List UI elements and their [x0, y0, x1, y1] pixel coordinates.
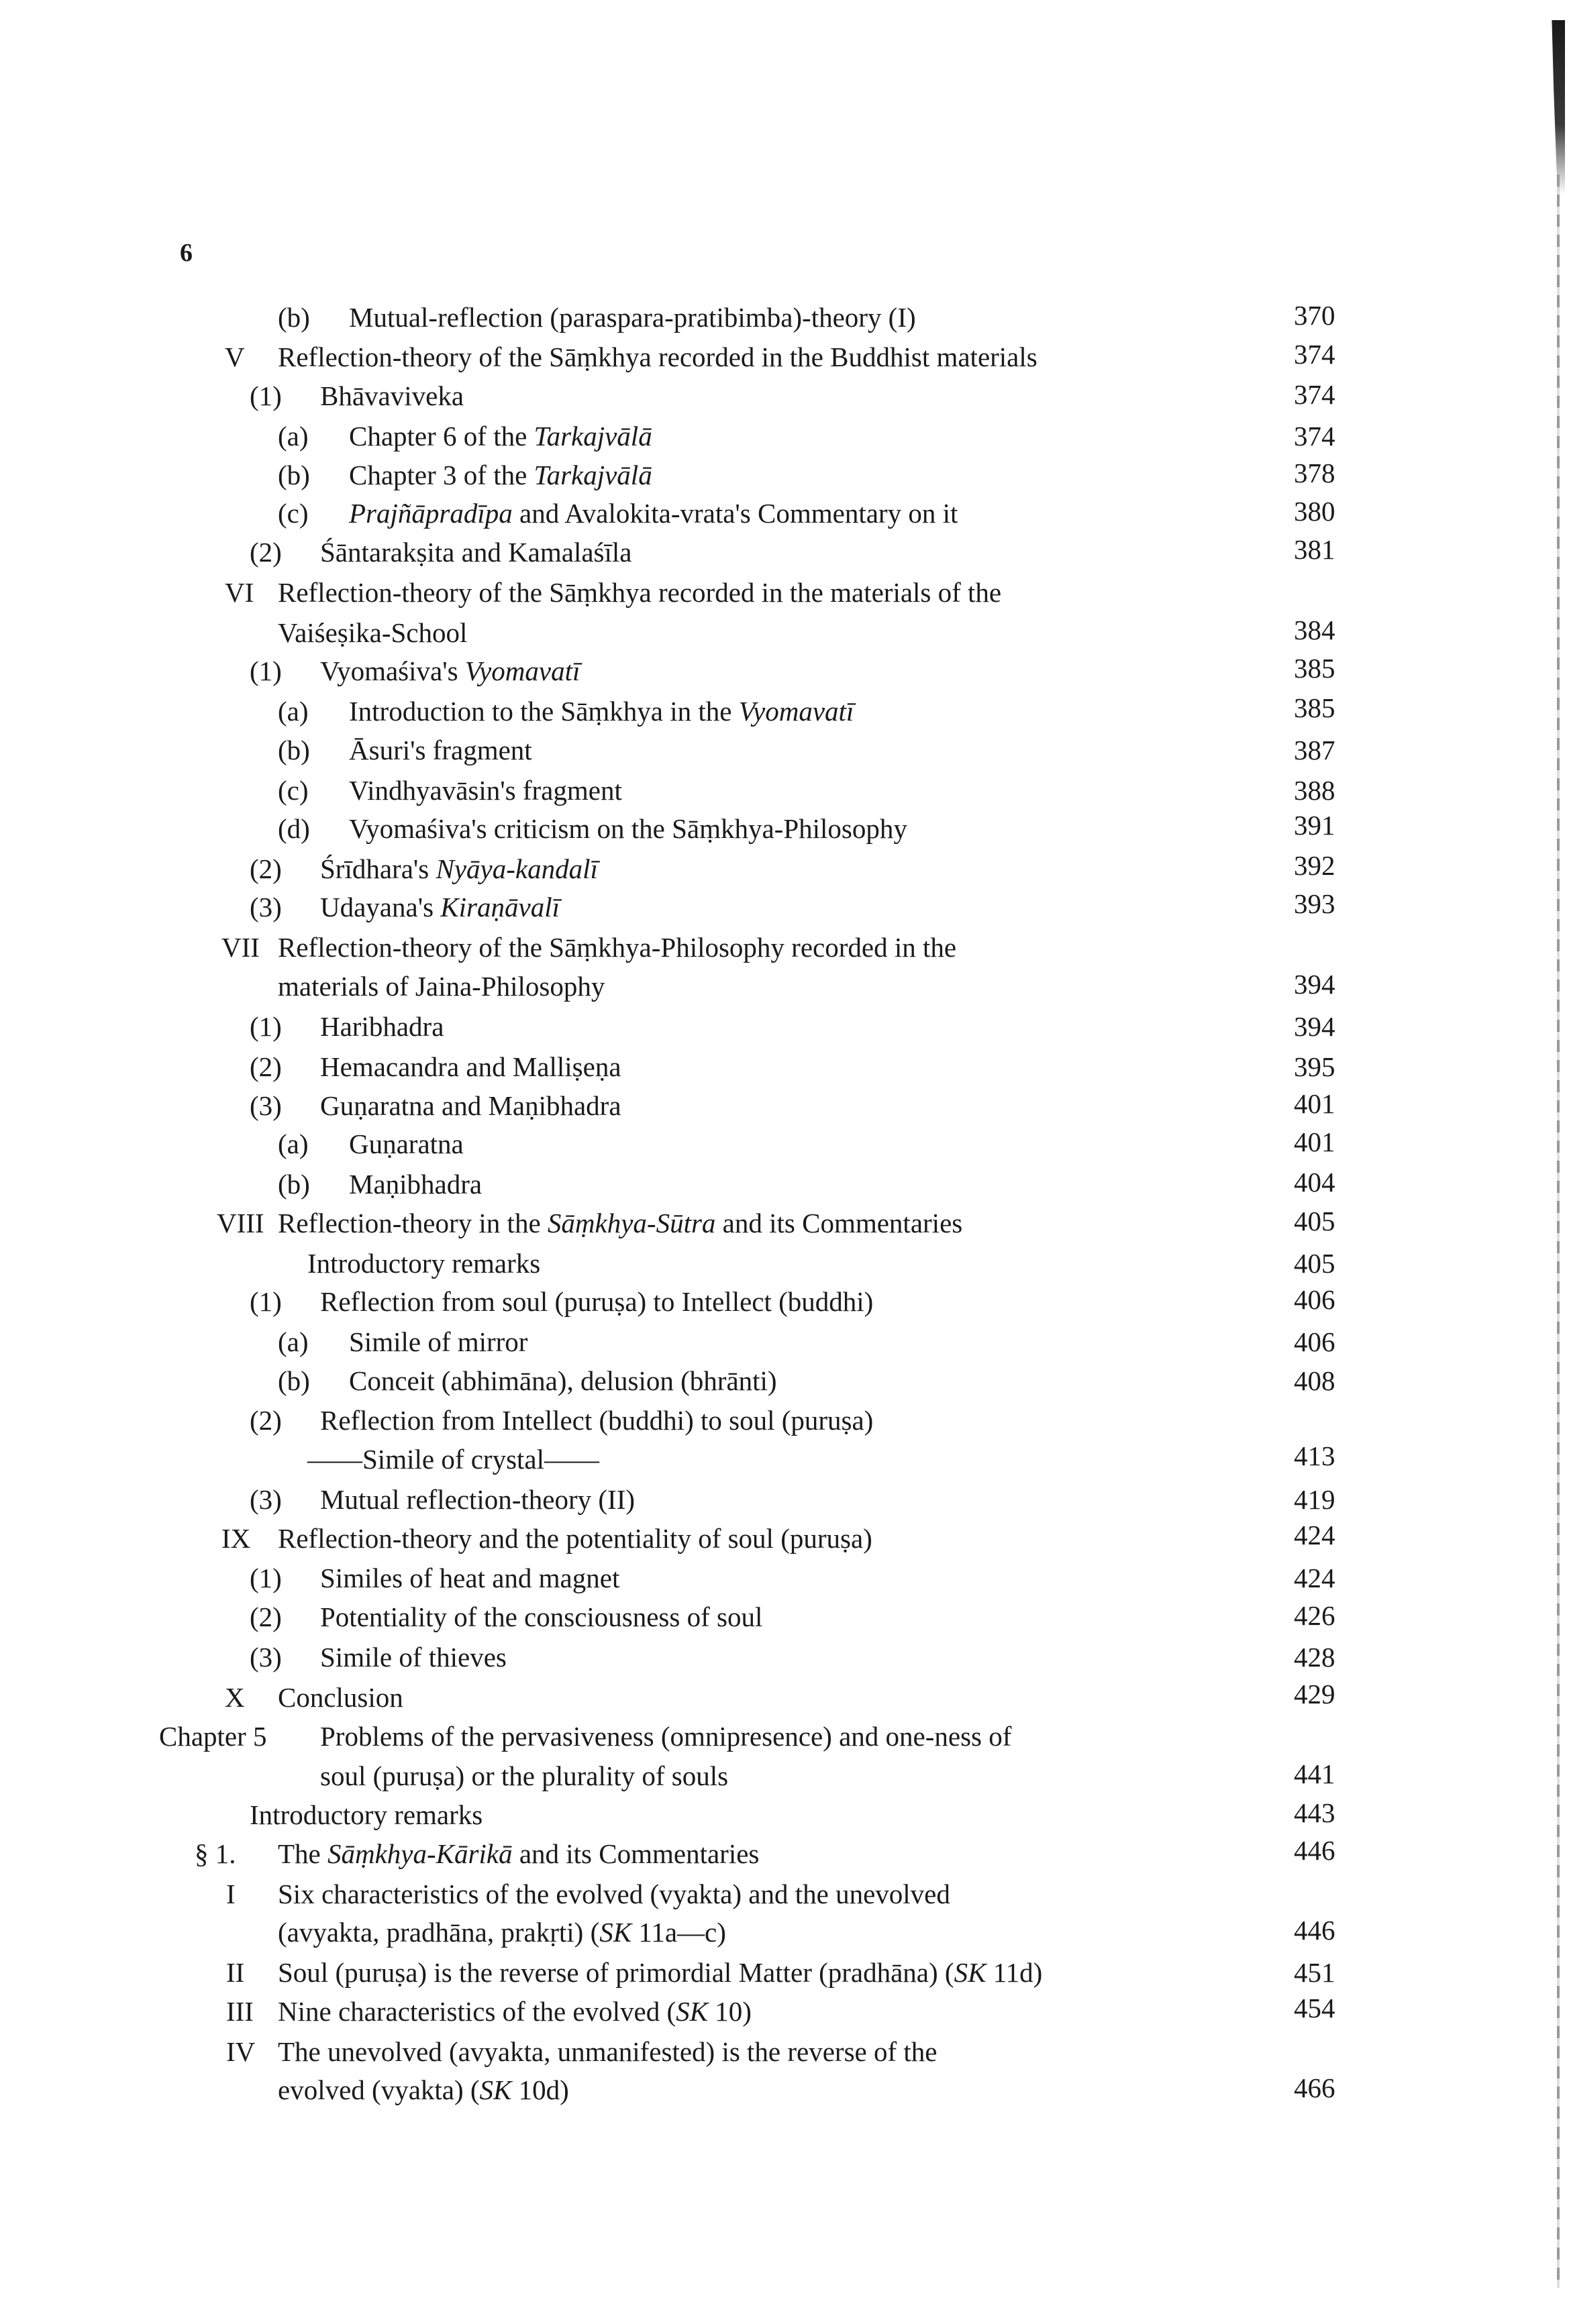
- toc-entry-title-text: Problems of the pervasiveness (omnipresence) and one-ness of: [320, 1721, 1012, 1752]
- toc-entry-label: (d): [278, 813, 310, 844]
- toc-entry-title: [320, 1638, 507, 1676]
- toc-entry-label: (b): [278, 735, 310, 765]
- toc-entry-title-text: Chapter 6 of the: [349, 421, 534, 452]
- toc-entry-title-text: 11a—c): [631, 1917, 726, 1948]
- toc-entry-title-text: 10): [707, 1996, 752, 2027]
- toc-entry-label: (2): [250, 1051, 282, 1082]
- toc-entry-label: (a): [278, 1128, 309, 1159]
- toc-entry-title-text: materials of Jaina-Philosophy: [278, 971, 605, 1002]
- toc-entry-title: [250, 1796, 483, 1834]
- toc-entry-title-italic: Sāṃkhya-Kārikā: [327, 1838, 513, 1869]
- toc-entry-label: (1): [250, 1011, 282, 1042]
- toc-entry-title-text: Mutual reflection-theory (II): [320, 1484, 636, 1515]
- toc-entry-label: (2): [250, 1601, 282, 1632]
- toc-entry-title-text: Reflection-theory of the Sāṃkhya recorded in the Buddhist materials: [278, 341, 1037, 372]
- toc-entry-title-text: Vyomaśiva's criticism on the Sāṃkhya-Philosophy: [349, 813, 907, 844]
- toc-entry-title-text: Reflection from Intellect (buddhi) to soul (puruṣa): [320, 1405, 874, 1436]
- toc-entry-title: [320, 850, 598, 888]
- toc-entry-page: 385: [1294, 692, 1335, 723]
- toc-entry-page: 374: [1294, 379, 1335, 410]
- toc-entry-title-text: Maṇibhadra: [349, 1169, 483, 1200]
- toc-entry-title: [349, 772, 622, 809]
- toc-entry-title-italic: SK: [954, 1957, 986, 1988]
- toc-entry-label: (1): [250, 1563, 282, 1593]
- toc-entry-title-italic: Vyomavatī: [464, 655, 580, 686]
- toc-entry-title-text: Udayana's: [320, 892, 441, 922]
- toc-entry-title: [320, 533, 632, 571]
- toc-entry-title-italic: SK: [479, 2074, 512, 2105]
- toc-entry-title-text: Vindhyavāsin's fragment: [349, 775, 622, 806]
- toc-entry-title: [278, 1679, 403, 1716]
- toc-entry-title-text: Reflection-theory of the Sāṃkhya-Philosophy recorded in the: [278, 932, 957, 963]
- toc-entry-label: (1): [250, 655, 282, 686]
- toc-entry-label: (2): [250, 1405, 282, 1436]
- toc-entry-title-text: Introductory remarks: [307, 1248, 541, 1279]
- toc-entry-title: [278, 1204, 962, 1242]
- toc-entry-title: [349, 299, 916, 336]
- toc-entry-title: [320, 888, 560, 926]
- toc-entry-label: (a): [278, 696, 309, 727]
- toc-entry-label: (3): [250, 892, 282, 922]
- toc-entry-label: X: [225, 1682, 245, 1713]
- toc-entry-title-italic: Vyomavatī: [738, 696, 854, 727]
- toc-entry-title-text: Similes of heat and magnet: [320, 1563, 620, 1593]
- toc-entry-title: [320, 1087, 621, 1124]
- toc-entry-page: 370: [1294, 300, 1335, 331]
- toc-entry-page: 393: [1294, 888, 1335, 919]
- toc-entry-title: [278, 1993, 752, 2030]
- toc-entry-page: 428: [1294, 1642, 1335, 1673]
- toc-entry-page: 394: [1294, 1011, 1335, 1042]
- toc-entry-label: § 1.: [195, 1838, 236, 1869]
- toc-entry-title-italic: Prajñāpradīpa: [349, 498, 513, 529]
- toc-entry-title: [320, 1008, 444, 1045]
- toc-entry-page: 441: [1294, 1758, 1335, 1789]
- toc-entry-label: II: [226, 1957, 245, 1988]
- toc-entry-title: [320, 1402, 873, 1439]
- toc-entry-title-text: 10d): [511, 2074, 569, 2105]
- toc-entry-title: [349, 456, 652, 494]
- toc-entry-title-italic: Tarkajvālā: [534, 460, 652, 490]
- toc-entry-title: [349, 810, 907, 847]
- toc-entry-title-text: Śāntarakṣita and Kamalaśīla: [320, 537, 632, 568]
- toc-entry-page: 384: [1294, 615, 1335, 645]
- toc-entry-title: [349, 417, 652, 455]
- toc-entry-title: [278, 1520, 872, 1557]
- toc-entry-page: 406: [1294, 1284, 1335, 1315]
- toc-entry-label: (2): [250, 853, 282, 884]
- toc-entry-title-text: Guṇaratna: [349, 1128, 464, 1159]
- toc-entry-title-text: The unevolved (avyakta, unmanifested) is the reverse of the: [278, 2036, 938, 2067]
- toc-entry-title: [278, 338, 1037, 376]
- toc-entry-title-text: ——Simile of crystal——: [307, 1444, 600, 1475]
- toc-entry-page: 388: [1294, 775, 1335, 806]
- toc-entry-label: I: [226, 1879, 236, 1909]
- toc-entry-page: 454: [1294, 1993, 1335, 2023]
- toc-entry-title-text: Reflection-theory in the: [278, 1208, 548, 1238]
- page-number: 6: [180, 239, 193, 267]
- toc-entry-label: VI: [225, 577, 254, 608]
- toc-entry-title: [349, 1362, 777, 1399]
- toc-entry-title-text: soul (puruṣa) or the plurality of souls: [320, 1760, 729, 1791]
- toc-entry-title: [349, 731, 532, 769]
- toc-entry-title-text: Vaiśeṣika-School: [278, 617, 468, 648]
- toc-entry-page: 405: [1294, 1248, 1335, 1279]
- toc-entry-title-text: (avyakta, pradhāna, prakṛti) (: [278, 1917, 600, 1948]
- toc-entry-title: [278, 1875, 950, 1913]
- toc-entry-page: 405: [1294, 1206, 1335, 1236]
- toc-entry-label: (3): [250, 1090, 282, 1121]
- toc-entry-title-text: 11d): [986, 1957, 1043, 1988]
- toc-entry-title: [349, 1125, 464, 1163]
- toc-entry-label: Chapter 5: [159, 1721, 267, 1752]
- binding-shadow: [1546, 20, 1565, 195]
- toc-entry-page: 374: [1294, 339, 1335, 370]
- toc-entry-label: (3): [250, 1484, 282, 1515]
- toc-entry-title: [320, 1048, 621, 1086]
- toc-entry-title-text: Guṇaratna and Maṇibhadra: [320, 1090, 621, 1121]
- toc-entry-label: V: [225, 341, 245, 372]
- toc-entry-title: [278, 929, 956, 966]
- toc-entry-title-italic: Sāṃkhya-Sūtra: [547, 1208, 716, 1238]
- toc-entry-page: 395: [1294, 1051, 1335, 1082]
- toc-entry-title: [278, 967, 605, 1005]
- toc-entry-title-text: Conclusion: [278, 1682, 403, 1713]
- toc-entry-page: 391: [1294, 810, 1335, 841]
- toc-entry-label: (a): [278, 421, 309, 452]
- toc-entry-title-text: The: [278, 1838, 327, 1869]
- toc-entry-title: [320, 1559, 619, 1597]
- toc-entry-title-text: Introductory remarks: [250, 1799, 483, 1830]
- toc-entry-title: [349, 494, 958, 532]
- toc-entry-title: [349, 1165, 482, 1203]
- toc-entry-title-text: Nine characteristics of the evolved (: [278, 1996, 676, 2027]
- toc-entry-page: 408: [1294, 1365, 1335, 1396]
- page-edge-line: [1557, 174, 1560, 2288]
- scan-edge: [1542, 0, 1569, 2324]
- toc-entry-label: (3): [250, 1642, 282, 1673]
- toc-entry-title-italic: Kiraṇāvalī: [440, 892, 560, 922]
- toc-entry-label: (1): [250, 380, 282, 411]
- toc-entry-title: [278, 574, 1001, 611]
- toc-entry-page: 413: [1294, 1440, 1335, 1471]
- toc-entry-title: [320, 1283, 873, 1320]
- toc-entry-label: (b): [278, 302, 310, 333]
- toc-entry-page: 419: [1294, 1484, 1335, 1515]
- toc-entry-page: 426: [1294, 1600, 1335, 1631]
- toc-entry-page: 401: [1294, 1088, 1335, 1119]
- toc-entry-label: (b): [278, 460, 310, 490]
- toc-entry-title-text: Six characteristics of the evolved (vyakta) and the unevolved: [278, 1879, 950, 1909]
- toc-entry-title: [349, 1323, 527, 1361]
- toc-entry-title: [278, 1913, 726, 1951]
- toc-entry-title: [278, 614, 467, 651]
- toc-entry-title: [320, 1718, 1011, 1755]
- toc-entry-page: 446: [1294, 1915, 1335, 1946]
- toc-entry-title-text: Chapter 3 of the: [349, 460, 534, 490]
- toc-entry-page: 385: [1294, 653, 1335, 684]
- toc-entry-title-text: and its Commentaries: [715, 1208, 963, 1238]
- toc-entry-title: [320, 377, 464, 415]
- toc-entry-title-italic: Tarkajvālā: [534, 421, 652, 452]
- toc-entry-title: [320, 652, 580, 690]
- toc-entry-label: (a): [278, 1326, 309, 1357]
- toc-entry-title-text: Potentiality of the consciousness of soul: [320, 1601, 763, 1632]
- toc-entry-title-text: Mutual-reflection (paraspara-pratibimba)-theory (I): [349, 302, 916, 333]
- toc-entry-title-text: Reflection-theory and the potentiality of soul (puruṣa): [278, 1523, 872, 1554]
- toc-entry-title: [320, 1598, 762, 1636]
- toc-entry-title-italic: SK: [599, 1917, 632, 1948]
- toc-entry-title: [278, 1954, 1042, 1991]
- toc-entry-page: 424: [1294, 1520, 1335, 1550]
- toc-entry-title-text: Reflection-theory of the Sāṃkhya recorded in the materials of the: [278, 577, 1002, 608]
- toc-entry-label: (2): [250, 537, 282, 568]
- toc-entry-title: [278, 2071, 569, 2109]
- toc-entry-page: 443: [1294, 1797, 1335, 1828]
- toc-entry-title-text: Āsuri's fragment: [349, 735, 532, 765]
- toc-entry-title: [320, 1481, 635, 1518]
- toc-entry-title-text: Hemacandra and Malliṣeṇa: [320, 1051, 621, 1082]
- toc-entry-page: 424: [1294, 1563, 1335, 1593]
- toc-entry-title: [320, 1757, 728, 1795]
- toc-entry-page: 429: [1294, 1679, 1335, 1709]
- toc-entry-title: [307, 1245, 540, 1282]
- toc-entry-page: 392: [1294, 850, 1335, 881]
- toc-entry-page: 374: [1294, 421, 1335, 452]
- toc-entry-title-text: Vyomaśiva's: [320, 655, 465, 686]
- toc-entry-title-text: Bhāvaviveka: [320, 380, 464, 411]
- toc-entry-label: VIII: [217, 1208, 264, 1238]
- toc-entry-title: [307, 1440, 599, 1478]
- toc-entry-page: 401: [1294, 1126, 1335, 1157]
- toc-entry-label: (c): [278, 775, 309, 806]
- toc-entry-title-text: Reflection from soul (puruṣa) to Intellect (buddhi): [320, 1286, 874, 1317]
- toc-entry-page: 380: [1294, 496, 1335, 527]
- toc-entry-page: 446: [1294, 1835, 1335, 1866]
- toc-entry-label: (1): [250, 1286, 282, 1317]
- toc-entry-title-text: Conceit (abhimāna), delusion (bhrānti): [349, 1365, 777, 1396]
- toc-entry-page: 378: [1294, 458, 1335, 488]
- toc-entry-title-text: Introduction to the Sāṃkhya in the: [349, 696, 739, 727]
- toc-entry-label: (b): [278, 1169, 310, 1200]
- toc-entry-title-text: Haribhadra: [320, 1011, 444, 1042]
- toc-entry-title-text: and Avalokita-vrata's Commentary on it: [512, 498, 958, 529]
- toc-entry-title-text: Soul (puruṣa) is the reverse of primordial Matter (pradhāna) (: [278, 1957, 954, 1988]
- toc-entry-title: [278, 2033, 937, 2070]
- toc-entry-title: [278, 1835, 759, 1872]
- toc-entry-label: III: [226, 1996, 254, 2027]
- toc-entry-label: (b): [278, 1365, 310, 1396]
- toc-entry-title-italic: SK: [676, 1996, 708, 2027]
- toc-entry-page: 387: [1294, 735, 1335, 765]
- toc-entry-title-text: Śrīdhara's: [320, 853, 436, 884]
- toc-entry-label: VII: [221, 932, 260, 963]
- toc-entry-label: IX: [221, 1523, 251, 1554]
- toc-entry-page: 451: [1294, 1957, 1335, 1988]
- toc-entry-title: [349, 692, 854, 730]
- toc-entry-label: (c): [278, 498, 309, 529]
- toc-entry-page: 381: [1294, 534, 1335, 565]
- toc-entry-title-text: Simile of mirror: [349, 1326, 528, 1357]
- toc-entry-title-italic: Nyāya-kandalī: [436, 853, 598, 884]
- toc-entry-title-text: evolved (vyakta) (: [278, 2074, 480, 2105]
- toc-entry-page: 406: [1294, 1326, 1335, 1357]
- toc-entry-page: 404: [1294, 1167, 1335, 1198]
- toc-entry-page: 394: [1294, 969, 1335, 1000]
- toc-entry-title-text: and its Commentaries: [512, 1838, 760, 1869]
- toc-entry-page: 466: [1294, 2072, 1335, 2103]
- toc-entry-label: IV: [226, 2036, 256, 2067]
- toc-entry-title-text: Simile of thieves: [320, 1642, 507, 1673]
